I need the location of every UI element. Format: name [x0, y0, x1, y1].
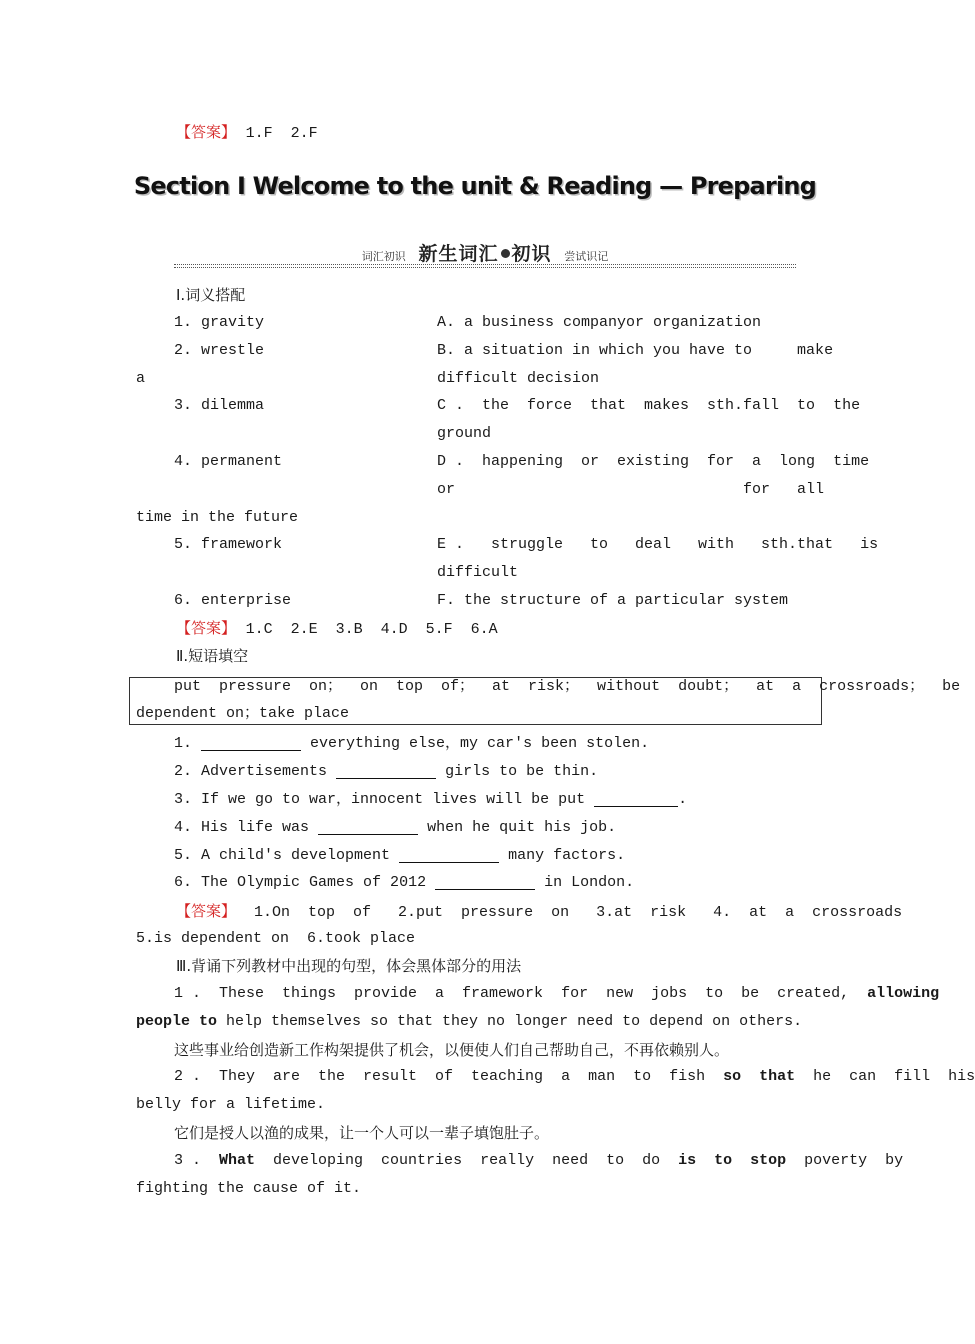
pattern-sentence-1: 1 . These things provide a framework for new jobs to be created, allowing — [174, 985, 940, 1002]
blank-field[interactable] — [399, 844, 499, 863]
def-c-line1: C . the force that makes sth.fall to the — [437, 397, 861, 414]
fill-sentence-6: 6. The Olympic Games of 2012 in London. — [174, 869, 634, 897]
blank-field[interactable] — [336, 760, 436, 779]
banner-main-b: 初识 — [511, 243, 552, 265]
part3-heading: Ⅲ.背诵下列教材中出现的句型，体会黑体部分的用法 — [176, 957, 522, 975]
def-d-wrap: time in the future — [136, 509, 299, 526]
item-6-word: 6. enterprise — [174, 592, 292, 609]
part2-answer-line2: 5.is dependent on 6.took place — [136, 930, 416, 947]
answer-text: 1.C 2.E 3.B 4.D 5.F 6.A — [245, 621, 498, 638]
fill-sentence-4: 4. His life was when he quit his job. — [174, 814, 616, 842]
bold-phrase: allowing — [867, 985, 940, 1002]
pattern-translation-2: 它们是授人以渔的成果，让一个人可以一辈子填饱肚子。 — [174, 1124, 550, 1142]
def-d-line2: or for all — [437, 481, 825, 498]
pattern-translation-1: 这些事业给创造新工作构架提供了机会，以便使人们自己帮助自己，不再依赖别人。 — [174, 1041, 730, 1059]
item-4-word: 4. permanent — [174, 453, 283, 470]
part1-heading: Ⅰ.词义搭配 — [176, 286, 246, 304]
def-d-line1: D . happening or existing for a long time — [437, 453, 870, 470]
pattern-sentence-2: 2 . They are the result of teaching a man to fish so that he can fill his — [174, 1068, 975, 1085]
item-2-word: 2. wrestle — [174, 342, 265, 359]
def-c-line2: ground — [437, 425, 492, 442]
pattern-sentence-2-line2: belly for a lifetime. — [136, 1096, 326, 1113]
answer-tag: 【答案】 — [176, 619, 237, 637]
def-e-line2: difficult — [437, 564, 519, 581]
banner-right: 尝试识记 — [564, 250, 609, 263]
blank-field[interactable] — [318, 816, 418, 835]
banner-main-a: 新生词汇 — [418, 243, 499, 265]
item-5-word: 5. framework — [174, 536, 283, 553]
def-b-line2: difficult decision — [437, 370, 600, 387]
def-b-line1: B. a situation in which you have to make — [437, 342, 834, 359]
answer-text: 1.F 2.F — [245, 125, 318, 142]
fill-sentence-5: 5. A child's development many factors. — [174, 842, 625, 870]
answer-tag: 【答案】 — [176, 123, 237, 141]
section-title: Section I Welcome to the unit & Reading — Preparing — [133, 172, 817, 200]
def-f: F. the structure of a particular system — [437, 592, 789, 609]
answer-tag: 【答案】 — [176, 902, 237, 920]
top-answer-line — [176, 118, 318, 148]
blank-field[interactable] — [201, 732, 301, 751]
pattern-sentence-1-line2: people to help themselves so that they no longer need to depend on others. — [136, 1013, 803, 1030]
banner-dot-icon — [501, 249, 510, 258]
part2-answer — [176, 897, 902, 927]
bold-phrase: What — [219, 1152, 256, 1169]
answer-text: 1.On top of 2.put pressure on 3.at risk 4. at a crossroads — [236, 904, 903, 921]
vocab-banner — [174, 238, 796, 270]
bold-phrase: is to stop — [678, 1152, 787, 1169]
item-3-word: 3. dilemma — [174, 397, 265, 414]
def-a: A. a business companyor organization — [437, 314, 762, 331]
part2-heading: Ⅱ.短语填空 — [176, 647, 249, 665]
phrase-box-line1: put pressure on； on top of； at risk； without doubt； at a crossroads； be — [174, 678, 961, 695]
def-b-wrap: a — [136, 370, 146, 387]
bold-phrase: so that — [723, 1068, 796, 1085]
blank-field[interactable] — [594, 788, 678, 807]
pattern-sentence-3-line2: fighting the cause of it. — [136, 1180, 362, 1197]
blank-field[interactable] — [435, 871, 535, 890]
fill-sentence-2: 2. Advertisements girls to be thin. — [174, 758, 598, 786]
item-1-word: 1. gravity — [174, 314, 265, 331]
banner-left: 词汇初识 — [361, 250, 406, 263]
phrase-box-line2: dependent on；take place — [136, 705, 350, 722]
part1-answer — [176, 614, 498, 644]
def-e-line1: E . struggle to deal with sth.that is — [437, 536, 879, 553]
fill-sentence-1: 1. everything else，my car's been stolen. — [174, 730, 649, 758]
pattern-sentence-3: 3 . What developing countries really need to do is to stop poverty by — [174, 1152, 904, 1169]
fill-sentence-3: 3. If we go to war，innocent lives will be put . — [174, 786, 687, 814]
bold-phrase: people to — [136, 1013, 218, 1030]
